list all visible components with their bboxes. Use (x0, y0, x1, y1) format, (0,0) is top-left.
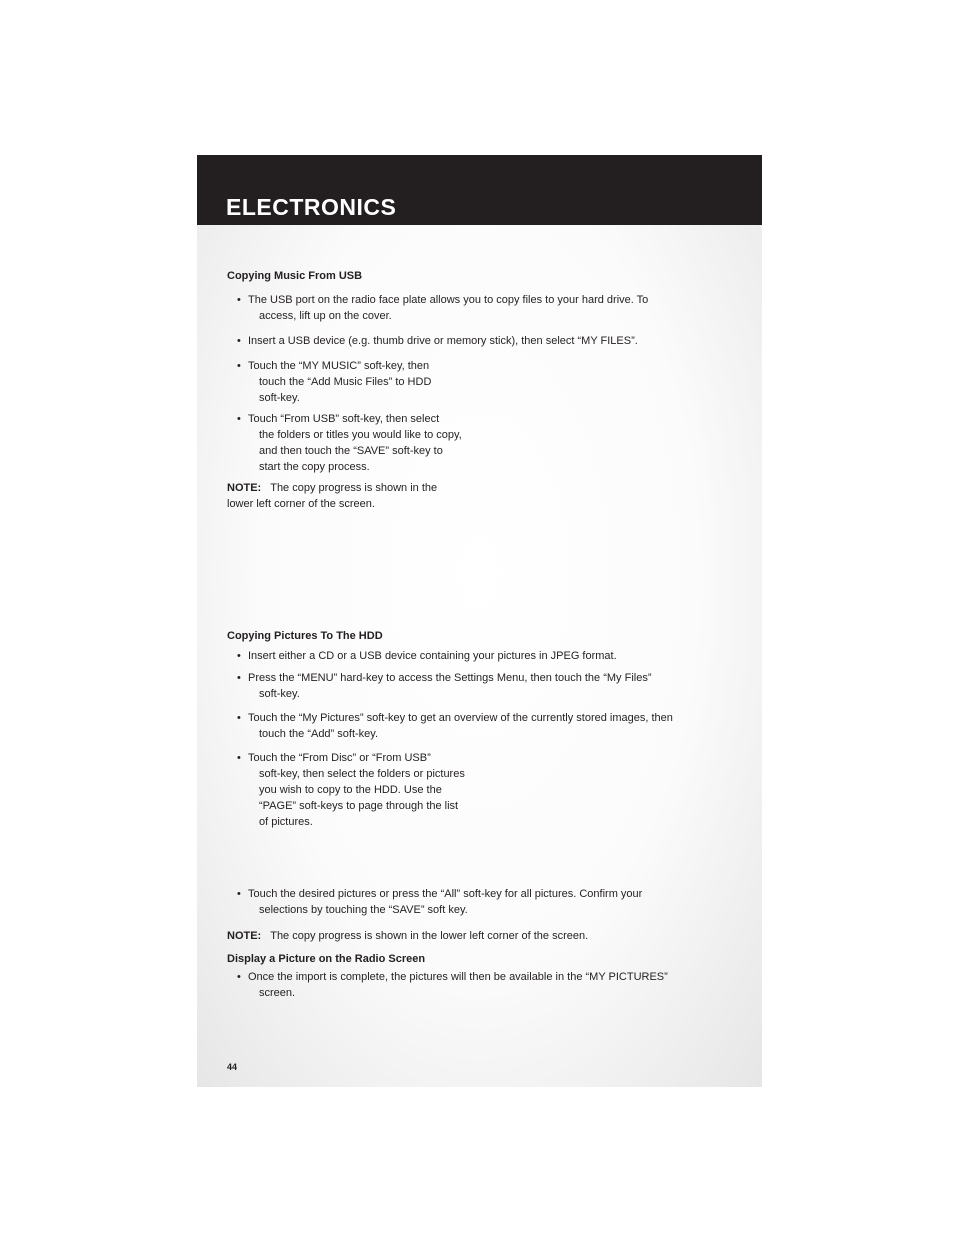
bullet-item: • Touch “From USB” soft-key, then select the folders or titles you would like to copy, and then touch the “SAVE” soft-key to start the copy process. (237, 411, 462, 475)
bullet-item: • Insert either a CD or a USB device containing your pictures in JPEG format. (237, 648, 617, 664)
heading-copying-pictures: Copying Pictures To The HDD (227, 630, 383, 642)
bullet-item: • Touch the “My Pictures” soft-key to get an overview of the currently stored images, then touch the “Add” soft-key. (237, 710, 673, 742)
bullet-item: • Once the import is complete, the pictures will then be available in the “MY PICTURES” screen. (237, 969, 668, 1001)
page-number: 44 (227, 1062, 238, 1072)
bullet-item: • Touch the “MY MUSIC” soft-key, then touch the “Add Music Files” to HDD soft-key. (237, 358, 431, 406)
heading-display-picture: Display a Picture on the Radio Screen (227, 953, 426, 965)
bullet-item: • Touch the desired pictures or press the “All” soft-key for all pictures. Confirm your selections by touching the “SAVE” soft key. (237, 886, 642, 918)
bullet-item: • The USB port on the radio face plate allows you to copy files to your hard drive. To access, lift up on the cover. (237, 292, 648, 324)
bullet-item: • Insert a USB device (e.g. thumb drive or memory stick), then select “MY FILES”. (237, 333, 638, 349)
section-header-bar (197, 155, 762, 225)
note-copy-progress: NOTE: The copy progress is shown in the lower left corner of the screen. (227, 930, 589, 942)
heading-copying-music: Copying Music From USB (227, 270, 363, 282)
note-copy-progress: NOTE: The copy progress is shown in the lower left corner of the screen. (227, 482, 438, 510)
manual-page (197, 155, 762, 1087)
bullet-item: • Press the “MENU” hard-key to access the Settings Menu, then touch the “My Files” soft-key. (237, 670, 652, 702)
section-title: ELECTRONICS (226, 194, 397, 220)
bullet-item: • Touch the “From Disc” or “From USB” soft-key, then select the folders or pictures you wish to copy to the HDD. Use the “PAGE” soft-keys to page through the list of pictures. (237, 750, 465, 830)
